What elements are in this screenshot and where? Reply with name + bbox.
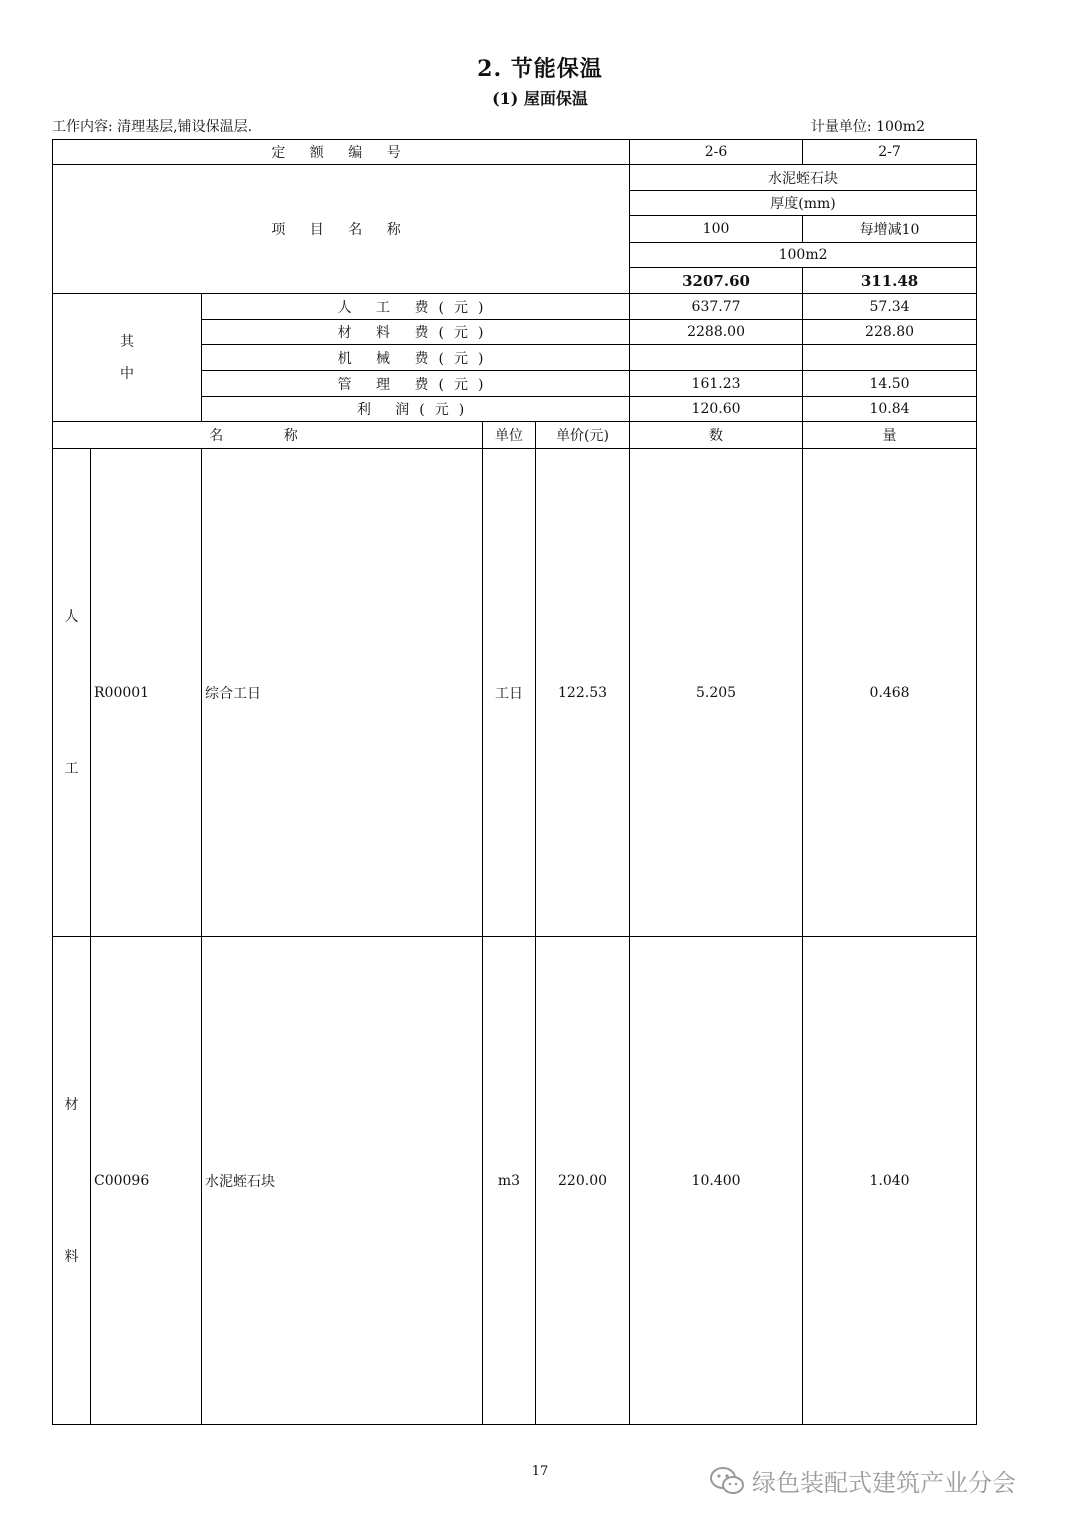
resource-code: R00001 bbox=[91, 449, 202, 937]
resource-unit: m3 bbox=[483, 937, 536, 1425]
resource-price: 122.53 bbox=[536, 449, 630, 937]
breakdown-value: 120.60 bbox=[630, 397, 803, 422]
category-char: 料 bbox=[64, 1248, 79, 1265]
unit-label: 100m2 bbox=[630, 243, 977, 268]
quota-code: 2-7 bbox=[803, 140, 977, 165]
breakdown-value: 10.84 bbox=[803, 397, 977, 422]
breakdown-group-char: 其 bbox=[120, 333, 134, 350]
quantity-column-header: 数 bbox=[630, 422, 803, 449]
category-char: 材 bbox=[64, 1096, 79, 1113]
breakdown-value: 57.34 bbox=[803, 294, 977, 320]
column-header-row bbox=[53, 422, 977, 449]
resource-quantity: 10.400 bbox=[630, 937, 803, 1425]
thickness-value: 每增减10 bbox=[803, 216, 977, 243]
breakdown-value bbox=[803, 345, 977, 371]
quantity-column-header: 量 bbox=[803, 422, 977, 449]
category-label bbox=[53, 937, 91, 1425]
measure-unit: 计量单位: 100m2 bbox=[810, 119, 925, 135]
resource-quantity: 1.040 bbox=[803, 937, 977, 1425]
page-number: 17 bbox=[531, 1464, 549, 1479]
thickness-label: 厚度(mm) bbox=[630, 191, 977, 216]
unit-column-header: 单位 bbox=[483, 422, 536, 449]
wechat-icon bbox=[708, 1465, 746, 1497]
quota-number-row bbox=[53, 140, 977, 165]
base-price: 3207.60 bbox=[630, 268, 803, 294]
category-label bbox=[53, 449, 91, 937]
breakdown-value: 228.80 bbox=[803, 320, 977, 345]
name-column-header: 名 称 bbox=[53, 422, 483, 449]
resource-price: 220.00 bbox=[536, 937, 630, 1425]
resource-code: C00096 bbox=[91, 937, 202, 1425]
breakdown-label: 机 械 费(元) bbox=[202, 345, 630, 371]
breakdown-value: 14.50 bbox=[803, 371, 977, 397]
breakdown-value: 161.23 bbox=[630, 371, 803, 397]
breakdown-value: 2288.00 bbox=[630, 320, 803, 345]
resource-row bbox=[53, 449, 977, 937]
breakdown-row bbox=[53, 294, 977, 320]
thickness-value: 100 bbox=[630, 216, 803, 243]
section-subtitle: (1) 屋面保温 bbox=[492, 89, 588, 108]
breakdown-group-char: 中 bbox=[120, 365, 134, 382]
page-title: 2. 节能保温 bbox=[477, 56, 603, 82]
work-content: 工作内容: 清理基层,铺设保温层. bbox=[52, 119, 253, 135]
breakdown-label: 管 理 费(元) bbox=[202, 371, 630, 397]
category-char: 人 bbox=[64, 608, 79, 625]
base-price: 311.48 bbox=[803, 268, 977, 294]
price-column-header: 单价(元) bbox=[536, 422, 630, 449]
material-name-header: 水泥蛭石块 bbox=[630, 165, 977, 191]
breakdown-group-label bbox=[53, 294, 202, 422]
category-char: 工 bbox=[64, 760, 79, 777]
resource-row bbox=[53, 937, 977, 1425]
breakdown-label: 材 料 费(元) bbox=[202, 320, 630, 345]
resource-unit: 工日 bbox=[483, 449, 536, 937]
resource-quantity: 5.205 bbox=[630, 449, 803, 937]
quota-table bbox=[52, 139, 977, 1425]
breakdown-label: 人 工 费(元) bbox=[202, 294, 630, 320]
resource-name: 综合工日 bbox=[202, 449, 483, 937]
breakdown-label: 利 润(元) bbox=[202, 397, 630, 422]
breakdown-value bbox=[630, 345, 803, 371]
item-name-label: 项 目 名 称 bbox=[53, 165, 630, 294]
watermark bbox=[708, 1463, 1016, 1498]
watermark-text: 绿色装配式建筑产业分会 bbox=[752, 1469, 1016, 1497]
resource-name: 水泥蛭石块 bbox=[202, 937, 483, 1425]
quota-code: 2-6 bbox=[630, 140, 803, 165]
item-name-row bbox=[53, 165, 977, 191]
quota-number-label: 定 额 编 号 bbox=[53, 140, 630, 165]
resource-quantity: 0.468 bbox=[803, 449, 977, 937]
breakdown-value: 637.77 bbox=[630, 294, 803, 320]
